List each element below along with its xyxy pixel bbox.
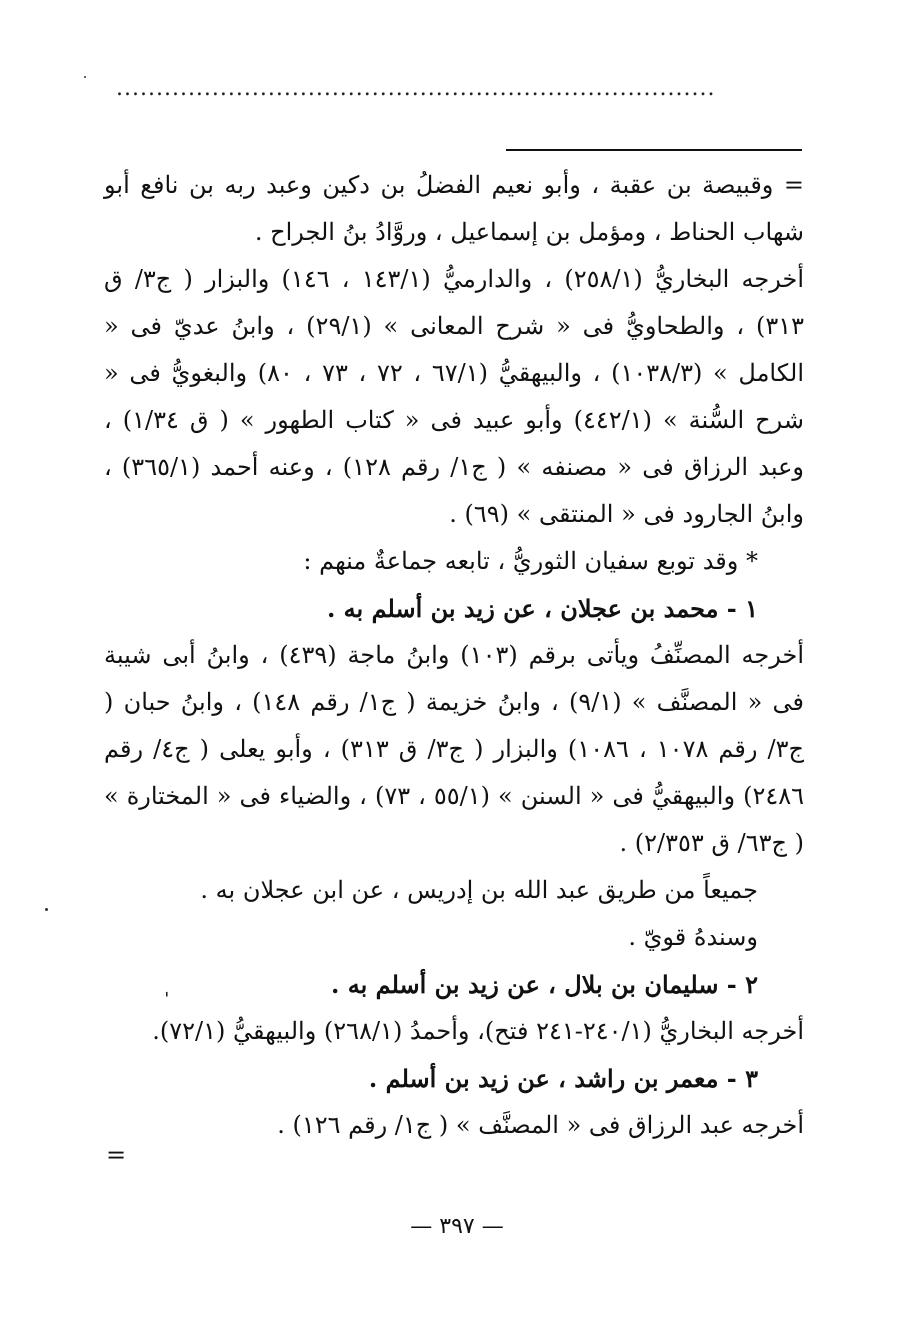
heading-3: ٣ - معمر بن راشد ، عن زيد بن أسلم . bbox=[368, 1064, 758, 1093]
stray-dot bbox=[45, 908, 48, 911]
paragraph-takhrij-2: أخرجه المصنِّفُ ويأتى برقم (١٠٣) وابنُ ماجة (٤٣٩) ، وابنُ أبى شيبة فى « المصنَّف » (٩/١) ، وابنُ خزيمة ( ج١/ رقم ١٤٨) ، وابنُ حبان ( ج٣/ رقم ١٠٧٨ ، ١٠٨٦) والبزار ( ج٣/ ق ٣١٣) ، وأبو يعلى ( ج٤/ رقم ٢٤٨٦) والبيهقيُّ فى « السنن » (٥٥/١ ، ٧٣) ، والضياء فى « المختارة » ( ج٦٣/ ق ٢/٣٥٣) . bbox=[104, 641, 805, 857]
paragraph-takhrij-1: أخرجه البخاريُّ (٢٥٨/١) ، والدارميُّ (١٤٣/١ ، ١٤٦) والبزار ( ج٣/ ق ٣١٣) ، والطحاويُّ فى « شرح المعانى » (٢٩/١) ، وابنُ عديّ فى « الكامل » (١٠٣٨/٣) ، والبيهقيُّ (٦٧/١ ، ٧٢ ، ٧٣ ، ٨٠) والبغويُّ فى « شرح السُّنة » (٤٤٢/١) وأبو عبيد فى « كتاب الطهور » ( ق ١/٣٤) ، وعبد الرزاق فى « مصنفه » ( ج١/ رقم ١٢٨) ، وعنه أحمد (٣٦٥/١) ، وابنُ الجارود فى « المنتقى » (٦٩) . bbox=[104, 265, 804, 528]
main-text bbox=[104, 162, 804, 1149]
tick-mark: ˈ bbox=[164, 988, 170, 1012]
heading-2: ٢ - سليمان بن بلال ، عن زيد بن أسلم به . bbox=[330, 970, 758, 999]
paragraph-takhrij-4: أخرجه عبد الرزاق فى « المصنَّف » ( ج١/ رقم ١٢٦) . bbox=[277, 1111, 804, 1139]
continuation-mark: = bbox=[106, 1141, 127, 1169]
page-number: — ٣٩٧ — bbox=[410, 1214, 504, 1239]
paragraph-mutabaat: * وقد توبع سفيان الثوريُّ ، تابعه جماعةٌ منهم : bbox=[303, 547, 758, 575]
paragraph-takhrij-3: أخرجه البخاريُّ (٢٤٠/١-٢٤١ فتح)، وأحمدُ (٢٦٨/١) والبيهقيُّ (٧٢/١). bbox=[152, 1017, 804, 1045]
paragraph-sanad: وسندهُ قويّ . bbox=[628, 923, 758, 951]
paragraph-jamian: جميعاً من طريق عبد الله بن إدريس ، عن ابن عجلان به . bbox=[200, 876, 758, 904]
stray-dot bbox=[84, 76, 86, 78]
footnote-rule bbox=[506, 149, 802, 151]
dotted-separator: ........................................................................... bbox=[116, 78, 716, 100]
paragraph-continuation: = وقبيصة بن عقبة ، وأبو نعيم الفضلُ بن دكين وعبد ربه بن نافع أبو شهاب الحناط ، ومؤمل بن إسماعيل ، وروَّادُ بنُ الجراح . bbox=[104, 171, 804, 246]
heading-1: ١ - محمد بن عجلان ، عن زيد بن أسلم به . bbox=[326, 594, 758, 623]
